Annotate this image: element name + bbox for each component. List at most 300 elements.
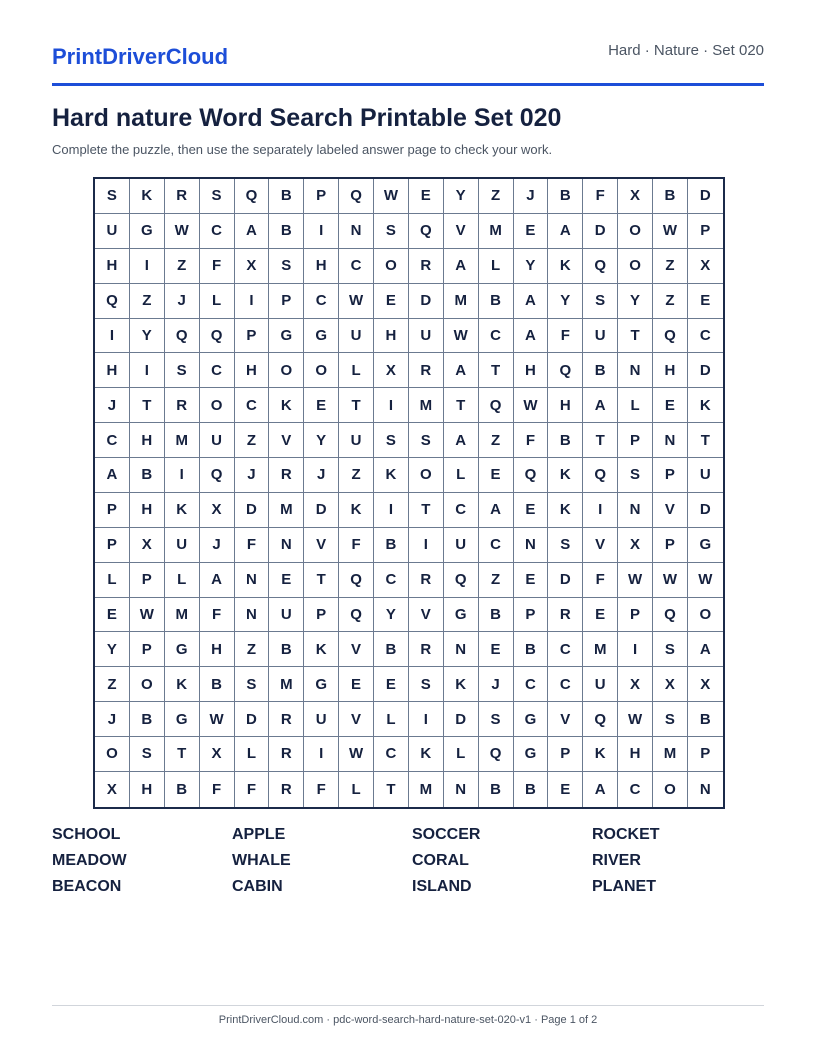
grid-cell: D [235,493,270,528]
grid-cell: B [269,214,304,249]
grid-cell: L [95,563,130,598]
grid-cell: P [514,598,549,633]
grid-cell: B [374,632,409,667]
grid-cell: C [200,353,235,388]
grid-cell: S [269,249,304,284]
grid-cell: B [269,632,304,667]
grid-cell: C [548,667,583,702]
puzzle-meta: Hard · Nature · Set 020 [608,42,764,59]
grid-cell: Q [444,563,479,598]
grid-cell: L [444,458,479,493]
grid-cell: N [514,528,549,563]
grid-cell: I [95,319,130,354]
word-list-item: RIVER [592,852,641,869]
grid-cell: H [514,353,549,388]
grid-cell: I [409,528,444,563]
word-list-item: CABIN [232,878,283,895]
grid-cell: E [269,563,304,598]
grid-cell: L [374,702,409,737]
grid-cell: V [653,493,688,528]
grid-cell: O [269,353,304,388]
grid-cell: A [444,249,479,284]
grid-cell: R [409,353,444,388]
grid-cell: F [235,528,270,563]
grid-cell: K [165,493,200,528]
grid-cell: W [618,702,653,737]
grid-cell: X [130,528,165,563]
grid-cell: S [653,702,688,737]
grid-cell: Q [653,319,688,354]
page-subtitle: Complete the puzzle, then use the separately labeled answer page to check your work. [52,142,553,157]
grid-cell: B [200,667,235,702]
grid-cell: Q [95,284,130,319]
grid-cell: N [444,772,479,807]
grid-cell: F [200,249,235,284]
grid-cell: J [235,458,270,493]
grid-cell: U [444,528,479,563]
grid-cell: F [339,528,374,563]
grid-cell: H [653,353,688,388]
grid-cell: M [653,737,688,772]
header-divider [52,83,764,86]
grid-cell: U [165,528,200,563]
grid-cell: W [339,737,374,772]
grid-cell: P [95,493,130,528]
grid-cell: X [235,249,270,284]
grid-cell: C [235,388,270,423]
grid-cell: W [514,388,549,423]
grid-cell: I [409,702,444,737]
grid-cell: I [374,493,409,528]
grid-cell: Z [130,284,165,319]
grid-cell: K [130,179,165,214]
grid-cell: K [165,667,200,702]
grid-cell: J [304,458,339,493]
grid-cell: S [165,353,200,388]
grid-cell: J [165,284,200,319]
grid-cell: N [618,493,653,528]
grid-cell: C [514,667,549,702]
grid-cell: P [235,319,270,354]
grid-cell: E [688,284,723,319]
grid-cell: I [130,249,165,284]
grid-cell: Z [479,179,514,214]
grid-cell: D [548,563,583,598]
grid-cell: H [235,353,270,388]
grid-cell: O [688,598,723,633]
grid-cell: C [304,284,339,319]
grid-cell: W [200,702,235,737]
grid-cell: C [200,214,235,249]
grid-cell: L [339,772,374,807]
grid-cell: S [653,632,688,667]
grid-cell: K [269,388,304,423]
grid-cell: C [374,563,409,598]
grid-cell: S [130,737,165,772]
grid-cell: A [479,493,514,528]
grid-cell: L [200,284,235,319]
grid-cell: Z [235,632,270,667]
grid-cell: M [479,214,514,249]
grid-cell: B [653,179,688,214]
grid-cell: F [548,319,583,354]
grid-cell: R [269,458,304,493]
grid-cell: P [653,528,688,563]
grid-cell: D [688,179,723,214]
grid-cell: N [235,598,270,633]
footer-divider [52,1005,764,1006]
grid-cell: Y [374,598,409,633]
grid-cell: G [165,632,200,667]
grid-cell: J [200,528,235,563]
grid-cell: Y [618,284,653,319]
grid-cell: D [304,493,339,528]
grid-cell: A [583,388,618,423]
grid-cell: G [304,319,339,354]
word-list-item: ISLAND [412,878,472,895]
grid-cell: B [479,598,514,633]
grid-cell: S [548,528,583,563]
grid-cell: M [165,598,200,633]
grid-cell: J [95,702,130,737]
grid-cell: F [583,179,618,214]
grid-cell: D [409,284,444,319]
grid-cell: Y [130,319,165,354]
grid-cell: E [514,493,549,528]
grid-cell: O [653,772,688,807]
grid-cell: G [514,737,549,772]
grid-cell: Z [653,284,688,319]
grid-cell: I [165,458,200,493]
grid-cell: W [618,563,653,598]
grid-cell: C [548,632,583,667]
grid-cell: Q [339,598,374,633]
word-list-item: MEADOW [52,852,127,869]
grid-cell: H [95,249,130,284]
grid-cell: U [304,702,339,737]
grid-cell: A [200,563,235,598]
grid-cell: E [653,388,688,423]
page-title: Hard nature Word Search Printable Set 020 [52,104,562,132]
grid-cell: L [479,249,514,284]
grid-cell: S [235,667,270,702]
grid-cell: D [444,702,479,737]
grid-cell: X [200,493,235,528]
grid-cell: T [688,423,723,458]
grid-cell: Q [165,319,200,354]
grid-cell: X [95,772,130,807]
grid-cell: O [95,737,130,772]
grid-cell: A [444,423,479,458]
grid-cell: Z [653,249,688,284]
grid-cell: W [653,563,688,598]
grid-cell: W [688,563,723,598]
grid-cell: U [339,319,374,354]
grid-cell: L [339,353,374,388]
grid-cell: B [130,702,165,737]
grid-cell: B [688,702,723,737]
grid-cell: E [514,214,549,249]
grid-cell: G [130,214,165,249]
word-search-grid [93,177,725,809]
word-list-item: PLANET [592,878,656,895]
grid-cell: K [548,458,583,493]
grid-cell: T [339,388,374,423]
grid-cell: E [479,458,514,493]
grid-cell: P [130,632,165,667]
grid-cell: H [130,772,165,807]
grid-cell: Y [514,249,549,284]
grid-cell: A [235,214,270,249]
grid-cell: P [130,563,165,598]
grid-cell: W [444,319,479,354]
grid-cell: O [374,249,409,284]
grid-cell: H [130,423,165,458]
grid-cell: E [339,667,374,702]
grid-cell: Q [548,353,583,388]
grid-cell: Q [200,458,235,493]
grid-cell: G [165,702,200,737]
grid-cell: R [269,772,304,807]
grid-cell: X [618,179,653,214]
grid-cell: T [304,563,339,598]
grid-cell: U [583,319,618,354]
grid-cell: R [269,737,304,772]
grid-cell: K [548,249,583,284]
grid-cell: S [583,284,618,319]
grid-cell: H [548,388,583,423]
grid-cell: H [130,493,165,528]
grid-cell: K [339,493,374,528]
grid-cell: T [409,493,444,528]
grid-cell: E [479,632,514,667]
grid-cell: F [514,423,549,458]
grid-cell: Z [339,458,374,493]
grid-cell: Q [583,458,618,493]
grid-cell: I [304,214,339,249]
grid-cell: Z [165,249,200,284]
grid-cell: R [409,632,444,667]
grid-cell: S [374,214,409,249]
grid-cell: V [339,702,374,737]
grid-cell: J [514,179,549,214]
grid-cell: I [374,388,409,423]
grid-cell: B [514,632,549,667]
grid-cell: O [409,458,444,493]
grid-cell: P [688,737,723,772]
grid-cell: R [409,563,444,598]
grid-cell: X [653,667,688,702]
grid-cell: I [304,737,339,772]
grid-cell: M [583,632,618,667]
word-list-item: BEACON [52,878,122,895]
grid-cell: W [339,284,374,319]
grid-cell: A [514,284,549,319]
grid-cell: V [269,423,304,458]
grid-cell: Q [200,319,235,354]
grid-cell: E [374,667,409,702]
grid-cell: T [130,388,165,423]
grid-cell: H [618,737,653,772]
grid-cell: P [618,598,653,633]
brand-logo: PrintDriverCloud [52,44,229,69]
grid-cell: D [583,214,618,249]
grid-cell: A [688,632,723,667]
grid-cell: R [409,249,444,284]
grid-cell: E [514,563,549,598]
grid-cell: V [409,598,444,633]
grid-cell: B [269,179,304,214]
grid-cell: K [374,458,409,493]
grid-cell: Q [409,214,444,249]
grid-cell: H [374,319,409,354]
grid-cell: J [479,667,514,702]
grid-cell: G [304,667,339,702]
grid-cell: C [374,737,409,772]
grid-cell: P [688,214,723,249]
grid-cell: U [200,423,235,458]
grid-cell: Q [479,388,514,423]
grid-cell: G [444,598,479,633]
grid-cell: A [95,458,130,493]
grid-cell: V [548,702,583,737]
word-list-item: ROCKET [592,826,660,843]
grid-cell: P [269,284,304,319]
grid-cell: L [444,737,479,772]
grid-cell: K [444,667,479,702]
grid-cell: N [339,214,374,249]
grid-cell: Y [444,179,479,214]
grid-cell: C [479,319,514,354]
grid-cell: E [583,598,618,633]
grid-cell: U [688,458,723,493]
grid-cell: G [514,702,549,737]
grid-cell: H [200,632,235,667]
grid-cell: H [304,249,339,284]
grid-cell: P [653,458,688,493]
grid-cell: U [409,319,444,354]
word-list-item: CORAL [412,852,469,869]
grid-cell: Q [479,737,514,772]
grid-cell: M [269,667,304,702]
grid-cell: M [444,284,479,319]
grid-cell: Y [548,284,583,319]
grid-cell: D [688,493,723,528]
grid-cell: F [200,598,235,633]
grid-cell: G [688,528,723,563]
grid-cell: B [548,179,583,214]
grid-cell: A [514,319,549,354]
grid-cell: E [548,772,583,807]
grid-cell: X [618,667,653,702]
grid-cell: K [304,632,339,667]
grid-cell: W [130,598,165,633]
grid-cell: Q [339,179,374,214]
grid-cell: E [95,598,130,633]
grid-cell: P [548,737,583,772]
grid-cell: Q [514,458,549,493]
grid-cell: Y [304,423,339,458]
grid-cell: O [304,353,339,388]
grid-cell: E [304,388,339,423]
grid-cell: O [130,667,165,702]
grid-cell: I [235,284,270,319]
grid-cell: I [618,632,653,667]
grid-cell: V [339,632,374,667]
grid-cell: K [583,737,618,772]
grid-cell: G [269,319,304,354]
grid-cell: F [304,772,339,807]
grid-cell: T [165,737,200,772]
grid-cell: I [130,353,165,388]
grid-cell: U [583,667,618,702]
grid-cell: N [235,563,270,598]
word-list [52,824,764,902]
grid-cell: N [653,423,688,458]
grid-cell: B [479,772,514,807]
grid-cell: W [653,214,688,249]
grid-cell: V [583,528,618,563]
grid-cell: C [444,493,479,528]
grid-cell: W [165,214,200,249]
grid-cell: Z [235,423,270,458]
grid-cell: U [339,423,374,458]
grid-cell: T [583,423,618,458]
grid-cell: L [235,737,270,772]
grid-cell: Z [479,563,514,598]
grid-cell: L [165,563,200,598]
grid-cell: Q [583,249,618,284]
page-footer: PrintDriverCloud.com · pdc-word-search-hard-nature-set-020-v1 · Page 1 of 2 [218,1014,598,1026]
grid-cell: S [409,667,444,702]
grid-cell: S [618,458,653,493]
grid-cell: M [409,388,444,423]
grid-cell: V [444,214,479,249]
grid-cell: S [479,702,514,737]
grid-cell: B [374,528,409,563]
grid-cell: F [200,772,235,807]
grid-cell: P [618,423,653,458]
grid-cell: C [688,319,723,354]
grid-cell: E [409,179,444,214]
grid-cell: S [374,423,409,458]
grid-cell: P [95,528,130,563]
grid-cell: U [95,214,130,249]
grid-cell: K [688,388,723,423]
grid-cell: S [200,179,235,214]
grid-cell: O [618,214,653,249]
grid-cell: X [618,528,653,563]
grid-cell: X [688,249,723,284]
grid-cell: A [583,772,618,807]
word-list-item: WHALE [232,852,291,869]
grid-cell: B [583,353,618,388]
grid-cell: F [583,563,618,598]
grid-cell: F [235,772,270,807]
grid-cell: N [618,353,653,388]
grid-cell: X [374,353,409,388]
grid-cell: B [548,423,583,458]
grid-cell: X [688,667,723,702]
grid-cell: W [374,179,409,214]
grid-cell: X [200,737,235,772]
grid-cell: M [269,493,304,528]
grid-cell: P [304,179,339,214]
grid-cell: N [444,632,479,667]
grid-cell: E [374,284,409,319]
grid-cell: T [479,353,514,388]
grid-cell: Q [583,702,618,737]
